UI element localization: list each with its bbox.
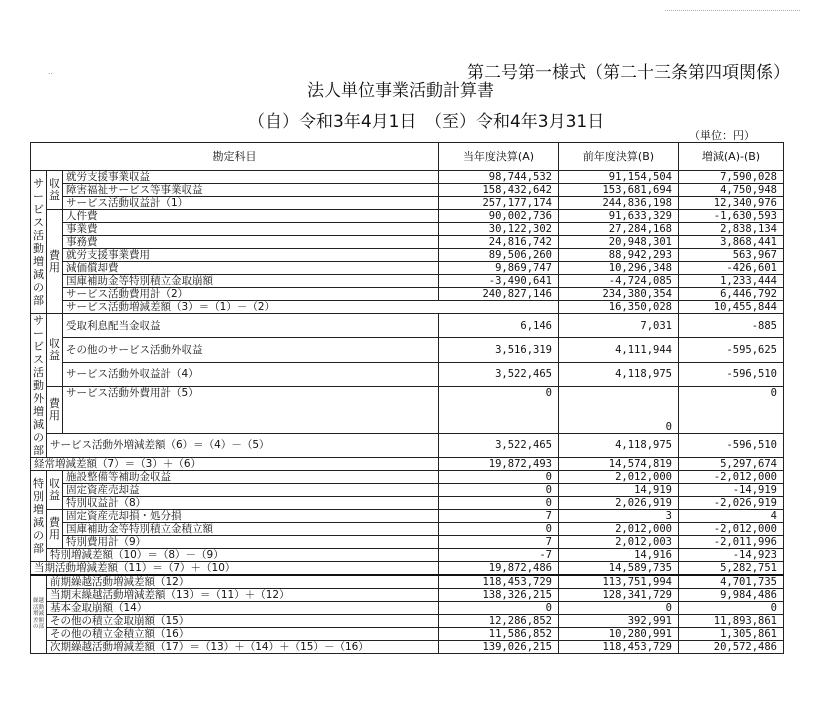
form-number: 第二号第一様式（第二十三条第四項関係） — [467, 63, 790, 83]
previous-value: 2,012,000 — [559, 523, 679, 536]
section-non-service-label: サービス活動外増減の部 — [31, 314, 47, 458]
sub-income-label: 収益 — [47, 471, 63, 510]
table-row — [31, 288, 784, 301]
row-label: その他のサービス活動外収益 — [63, 338, 439, 362]
row-label: 固定資産売却損・処分損 — [63, 510, 439, 523]
row-label: 事務費 — [63, 236, 439, 249]
previous-value: 14,919 — [559, 484, 679, 497]
diff-value: 12,340,976 — [679, 197, 784, 210]
previous-value: 7,031 — [559, 314, 679, 338]
table-row — [31, 386, 784, 433]
sub-expense-label: 費用 — [47, 510, 63, 549]
previous-value: 128,341,729 — [559, 589, 679, 602]
row-label: 施設整備等補助金収益 — [63, 471, 439, 484]
table-row — [31, 275, 784, 288]
table-row — [31, 197, 784, 210]
sub-income-label: 収益 — [47, 171, 63, 210]
current-value: 138,326,215 — [439, 589, 559, 602]
header-diff: 増減(A)-(B) — [679, 143, 784, 171]
diff-value: -14,919 — [679, 484, 784, 497]
current-value: 240,827,146 — [439, 288, 559, 301]
previous-value: 234,380,354 — [559, 288, 679, 301]
sub-expense-label: 費用 — [47, 210, 63, 314]
table-row — [31, 249, 784, 262]
diff-value: 7,590,028 — [679, 171, 784, 184]
diff-value: 4 — [679, 510, 784, 523]
diff-value: -596,510 — [679, 433, 784, 457]
previous-value: 4,111,944 — [559, 338, 679, 362]
table-row — [31, 536, 784, 549]
table-row — [31, 497, 784, 510]
table-row — [31, 338, 784, 362]
previous-value: 113,751,994 — [559, 575, 679, 589]
table-row — [31, 433, 784, 457]
current-value: 11,586,852 — [439, 628, 559, 641]
previous-value: 91,633,329 — [559, 210, 679, 223]
diff-value: -14,923 — [679, 549, 784, 562]
previous-value: 27,284,168 — [559, 223, 679, 236]
table-header-row — [31, 143, 784, 171]
previous-value: 91,154,504 — [559, 171, 679, 184]
previous-value: 4,118,975 — [559, 433, 679, 457]
row-label: サービス活動外費用計（5） — [63, 386, 439, 433]
row-label: 国庫補助金等特別積立金取崩額 — [63, 275, 439, 288]
table-row — [31, 171, 784, 184]
diff-value: 4,750,948 — [679, 184, 784, 197]
row-label: サービス活動増減差額（3）＝（1）－（2） — [63, 301, 559, 314]
current-value: 0 — [439, 497, 559, 510]
diff-value: -596,510 — [679, 362, 784, 386]
previous-value: 244,836,198 — [559, 197, 679, 210]
current-value: 98,744,532 — [439, 171, 559, 184]
unit-label: （単位：円） — [689, 129, 755, 142]
current-value: 118,453,729 — [439, 575, 559, 589]
current-value: -7 — [439, 549, 559, 562]
diff-value: 5,282,751 — [679, 562, 784, 576]
row-label: 前期繰越活動増減差額（12） — [47, 575, 439, 589]
previous-value: 10,455,844 — [679, 301, 784, 314]
row-label: 経常増減差額（7）＝（3）＋（6） — [31, 458, 439, 471]
sub-expense-label: 費用 — [47, 386, 63, 433]
table-row — [31, 471, 784, 484]
previous-value: 153,681,694 — [559, 184, 679, 197]
table-row — [31, 301, 784, 314]
diff-value: -426,601 — [679, 262, 784, 275]
current-value: 139,026,215 — [439, 641, 559, 654]
previous-value: 392,991 — [559, 615, 679, 628]
diff-value: -2,026,919 — [679, 497, 784, 510]
diff-value: 3,868,441 — [679, 236, 784, 249]
scan-mark — [665, 10, 800, 12]
diff-value: 5,297,674 — [679, 458, 784, 471]
row-label: 当期末繰越活動増減差額（13）＝（11）＋（12） — [47, 589, 439, 602]
diff-value: -2,012,000 — [679, 471, 784, 484]
previous-value: 4,118,975 — [559, 362, 679, 386]
previous-value: 0 — [559, 602, 679, 615]
table-row — [31, 562, 784, 576]
diff-value: 563,967 — [679, 249, 784, 262]
table-row — [31, 510, 784, 523]
section-service-label: サービス活動増減の部 — [31, 171, 47, 314]
diff-value: 9,984,486 — [679, 589, 784, 602]
current-value: 3,522,465 — [439, 362, 559, 386]
diff-value: 1,305,861 — [679, 628, 784, 641]
row-label: 固定資産売却益 — [63, 484, 439, 497]
table-row — [31, 184, 784, 197]
section-special-label: 特別増減の部 — [31, 471, 47, 562]
section-reserve-label: 繰越活動増減差額の部 — [31, 575, 47, 654]
previous-value: 14,574,819 — [559, 458, 679, 471]
row-label: サービス活動費用計（2） — [63, 288, 439, 301]
row-label: 当期活動増減差額（11）＝（7）＋（10） — [31, 562, 439, 576]
row-label: 国庫補助金等特別積立金積立額 — [63, 523, 439, 536]
diff-value: 11,893,861 — [679, 615, 784, 628]
row-label: 就労支援事業収益 — [63, 171, 439, 184]
previous-value: 118,453,729 — [559, 641, 679, 654]
table-row — [31, 314, 784, 338]
row-label: 特別費用計（9） — [63, 536, 439, 549]
header-current: 当年度決算(A) — [439, 143, 559, 171]
row-label: 事業費 — [63, 223, 439, 236]
table-row — [31, 641, 784, 654]
previous-value: 10,280,991 — [559, 628, 679, 641]
diff-value: -2,011,996 — [679, 536, 784, 549]
current-value: 30,122,302 — [439, 223, 559, 236]
current-value: 3,522,465 — [439, 433, 559, 457]
previous-value: 2,012,000 — [559, 471, 679, 484]
current-value: 16,350,028 — [559, 301, 679, 314]
table-row — [31, 615, 784, 628]
current-value: 0 — [439, 386, 559, 433]
sub-income-label: 収益 — [47, 314, 63, 387]
table-row — [31, 523, 784, 536]
document-title: 法人単位事業活動計算書 — [307, 81, 494, 101]
table-row — [31, 458, 784, 471]
activity-statement-table — [30, 142, 784, 654]
current-value: 0 — [439, 523, 559, 536]
table-row — [31, 575, 784, 589]
diff-value: -885 — [679, 314, 784, 338]
row-label: 減価償却費 — [63, 262, 439, 275]
diff-value: 0 — [679, 602, 784, 615]
diff-value: -2,012,000 — [679, 523, 784, 536]
table-row — [31, 602, 784, 615]
table-row — [31, 223, 784, 236]
row-label: 特別収益計（8） — [63, 497, 439, 510]
diff-value: 0 — [679, 386, 784, 433]
row-label: 次期繰越活動増減差額（17）＝（13）＋（14）＋（15）－（16） — [47, 641, 439, 654]
previous-value: 2,026,919 — [559, 497, 679, 510]
row-label: その他の積立金積立額（16） — [47, 628, 439, 641]
fiscal-period: （自）令和3年4月1日 （至）令和4年3月31日 — [248, 112, 605, 132]
row-label: サービス活動収益計（1） — [63, 197, 439, 210]
diff-value: -595,625 — [679, 338, 784, 362]
previous-value: -4,724,085 — [559, 275, 679, 288]
current-value: 0 — [439, 484, 559, 497]
diff-value: -1,630,593 — [679, 210, 784, 223]
table-row — [31, 262, 784, 275]
row-label: 障害福祉サービス等事業収益 — [63, 184, 439, 197]
row-label: 人件費 — [63, 210, 439, 223]
current-value: 7 — [439, 510, 559, 523]
diff-value: 4,701,735 — [679, 575, 784, 589]
previous-value: 2,012,003 — [559, 536, 679, 549]
previous-value: 3 — [559, 510, 679, 523]
row-label: 基本金取崩額（14） — [47, 602, 439, 615]
previous-value: 14,916 — [559, 549, 679, 562]
table-row — [31, 549, 784, 562]
table-row — [31, 362, 784, 386]
table-row — [31, 589, 784, 602]
diff-value: 6,446,792 — [679, 288, 784, 301]
previous-value: 14,589,735 — [559, 562, 679, 576]
table-row — [31, 210, 784, 223]
row-label: 特別増減差額（10）＝（8）－（9） — [47, 549, 439, 562]
diff-value: 2,838,134 — [679, 223, 784, 236]
previous-value: 10,296,348 — [559, 262, 679, 275]
current-value: 12,286,852 — [439, 615, 559, 628]
table-row — [31, 484, 784, 497]
previous-value: 20,948,301 — [559, 236, 679, 249]
table-row — [31, 236, 784, 249]
header-previous: 前年度決算(B) — [559, 143, 679, 171]
scan-dot: ·· — [48, 70, 53, 78]
previous-value: 0 — [559, 386, 679, 433]
current-value: 158,432,642 — [439, 184, 559, 197]
row-label: 就労支援事業費用 — [63, 249, 439, 262]
current-value: 6,146 — [439, 314, 559, 338]
current-value: 257,177,174 — [439, 197, 559, 210]
current-value: 19,872,493 — [439, 458, 559, 471]
header-item: 勘定科目 — [31, 143, 439, 171]
current-value: 7 — [439, 536, 559, 549]
current-value: 24,816,742 — [439, 236, 559, 249]
current-value: 3,516,319 — [439, 338, 559, 362]
row-label: サービス活動外収益計（4） — [63, 362, 439, 386]
row-label: その他の積立金取崩額（15） — [47, 615, 439, 628]
row-label: サービス活動外増減差額（6）＝（4）－（5） — [47, 433, 439, 457]
previous-value: 88,942,293 — [559, 249, 679, 262]
diff-value: 1,233,444 — [679, 275, 784, 288]
current-value: 19,872,486 — [439, 562, 559, 576]
row-label: 受取利息配当金収益 — [63, 314, 439, 338]
current-value: 89,506,260 — [439, 249, 559, 262]
current-value: 0 — [439, 471, 559, 484]
current-value: 90,002,736 — [439, 210, 559, 223]
diff-value: 20,572,486 — [679, 641, 784, 654]
current-value: 9,869,747 — [439, 262, 559, 275]
table-row — [31, 628, 784, 641]
current-value: 0 — [439, 602, 559, 615]
current-value: -3,490,641 — [439, 275, 559, 288]
